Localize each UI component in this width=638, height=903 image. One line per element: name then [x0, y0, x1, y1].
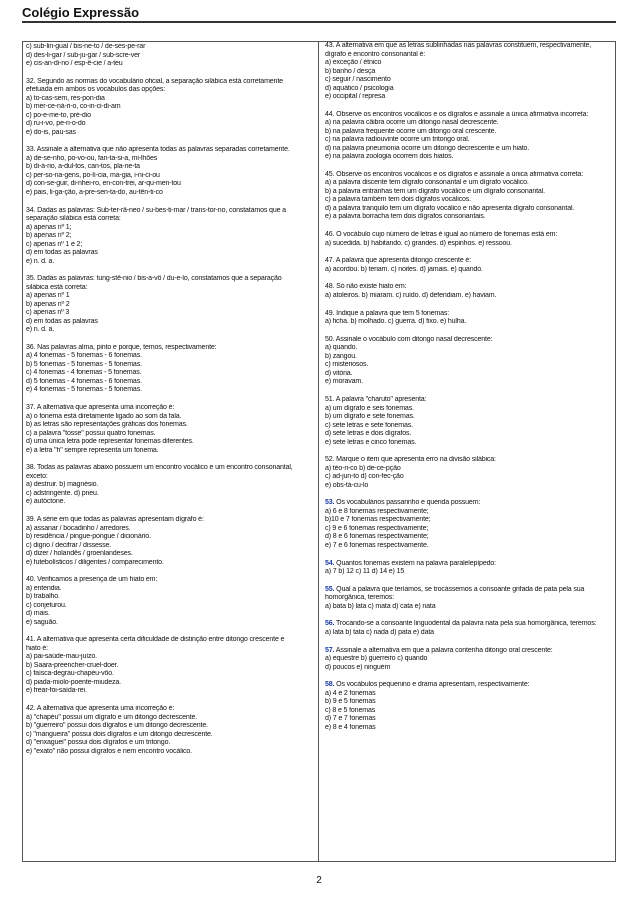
question-number: 57.	[325, 646, 335, 654]
question-text: Qual a palavra que teríamos, se trocássemos a consoante grifada de pata pela sua	[334, 585, 585, 593]
question-text: Assinale a alternativa em que a palavra contenha ditongo oral crescente:	[334, 646, 553, 654]
question-block	[26, 43, 314, 69]
question-block	[325, 257, 613, 274]
question-line: b) zangou.	[325, 352, 357, 360]
question-line: a) entendia.	[26, 584, 62, 592]
question-line: d) "enxaguei" possui dois dígrafos e um tritongo.	[26, 739, 171, 747]
question-line: c) po-e-me-to, pré-dio	[26, 111, 91, 119]
question-stem	[325, 681, 613, 690]
question-line: d) em todas as palavras	[26, 249, 98, 257]
question-stem: 52. Marque o item que apresenta erro na divisão silábica:	[325, 456, 496, 464]
question-line: a) 7 b) 12 c) 11 d) 14 e) 15	[325, 568, 405, 576]
question-block	[26, 207, 314, 267]
question-line: c) per-so-na-gens, po-lí-cia, ma-gia, i-ni-ci-ou	[26, 171, 160, 179]
question-line: e) a palavra borracha tem dois dígrafos consonantais.	[325, 213, 486, 221]
question-line: e) autóctone.	[26, 498, 66, 506]
question-line: b) banho / desça	[325, 67, 376, 75]
question-stem: 50. Assinale o vocábulo com ditongo nasal decrescente:	[325, 335, 493, 343]
question-line: c) sete letras e sete fonemas.	[325, 421, 413, 429]
question-line: d) des-li-gar / sub-ju-gar / sub-scre-ver	[26, 51, 141, 59]
question-line: e) na palavra zoologia ocorrem dois hiatos.	[325, 153, 454, 161]
question-line: e) n. d. a.	[26, 257, 55, 265]
question-line: d) 5 fonemas - 4 fonemas - 6 fonemas.	[26, 377, 142, 385]
question-line: d) a palavra tranquilo tem um dígrafo vocálico e não apresenta dígrafo consonantal.	[325, 204, 575, 212]
question-line: d) mais.	[26, 610, 50, 618]
question-line: d) uma única letra pode representar fonemas diferentes.	[26, 438, 194, 446]
question-line: c) misteriosos.	[325, 361, 369, 369]
question-block	[325, 499, 613, 550]
question-line: hiato é:	[26, 644, 48, 652]
question-line: c) 9 e 6 fonemas respectivamente;	[325, 524, 429, 532]
question-stem: 48. Só não existe hiato em:	[325, 283, 407, 291]
question-line: a) lata b) tata c) nada d) pata e) data	[325, 628, 434, 636]
question-block	[26, 705, 314, 756]
question-line: a) atoleiros. b) miaram. c) ruído. d) defendiam. e) haviam.	[325, 291, 497, 299]
question-line: e) 8 e 4 fonemas	[325, 723, 376, 731]
question-line: e) occipital / represa	[325, 93, 386, 100]
question-line: a) sucedida. b) habitando. c) grandes. d) espinhos. e) ressoou.	[325, 239, 512, 247]
question-block	[325, 396, 613, 447]
question-line: a) to-cas-sem, res-pon-dia	[26, 94, 105, 102]
question-line: d) na palavra pneumonia ocorre um ditongo decrescente e um hiato.	[325, 144, 530, 152]
question-line: b) di-á-rio, a-dul-tos, can-tos, pla-ne-ta	[26, 163, 140, 171]
question-line: separação silábica está correta:	[26, 215, 121, 223]
question-line: d) 8 e 6 fonemas respectivamente;	[325, 533, 429, 541]
question-block	[325, 42, 613, 102]
question-stem: 33. Assinale a alternativa que não apresenta todas as palavras separadas corretamente.	[26, 146, 290, 154]
question-block	[325, 620, 613, 637]
question-line: b) Saara-preencher-cruel-doer.	[26, 661, 119, 669]
question-stem: 43. A alternativa em que as letras sublinhadas nas palavras constituem, respectivamente,	[325, 42, 592, 49]
question-line: e) 4 fonemas - 5 fonemas - 5 fonemas.	[26, 386, 142, 394]
question-line: c) apenas nº 1 e 2;	[26, 240, 83, 248]
question-line: dígrafo e encontro consonantal é:	[325, 50, 426, 58]
question-line: b) apenas nº 2	[26, 300, 70, 308]
question-line: e) saguão.	[26, 618, 58, 626]
question-line: b)10 e 7 fonemas respectivamente;	[325, 516, 431, 524]
question-number: 58.	[325, 681, 335, 689]
question-line: a) assanar / bocadinho / arredores.	[26, 524, 131, 532]
question-stem	[325, 647, 613, 656]
question-line: a) exceção / étnico	[325, 59, 382, 66]
question-number: 56.	[325, 620, 335, 628]
question-block	[26, 404, 314, 455]
question-block	[325, 171, 613, 222]
question-text: Os vocábulos pequenino e drama apresentam, respectivamente:	[334, 681, 530, 689]
question-line: b) residência / pingue-pongue / dicionário.	[26, 533, 151, 540]
question-stem: 45. Observe os encontros vocálicos e os dígrafos e assinale a única afirmativa correta:	[325, 170, 584, 178]
question-line: e) pais, li-ga-ção, a-pre-sen-ta-do, au-tên-ti-co	[26, 188, 163, 196]
question-block	[325, 111, 613, 162]
question-line: c) "mangueira" possui dois dígrafos e um ditongo decrescente.	[26, 730, 213, 738]
question-block	[325, 336, 613, 387]
column-divider	[318, 41, 319, 862]
question-block	[325, 647, 613, 673]
question-line: a) um dígrafo e seis fonemas.	[325, 404, 414, 412]
question-stem: 51. A palavra "charuto" apresenta:	[325, 396, 427, 403]
question-line: a) "chapéu" possui um dígrafo e um ditongo decrescente.	[26, 713, 198, 721]
page-number: 2	[316, 875, 322, 886]
question-stem: 44. Observe os encontros vocálicos e os dígrafos e assinale a única afirmativa incorreta:	[325, 110, 589, 118]
question-line: c) digno / decifrar / dissesse.	[26, 541, 112, 549]
question-block	[26, 78, 314, 138]
question-block	[325, 586, 613, 612]
question-line: e) n. d. a.	[26, 326, 55, 334]
question-stem	[325, 586, 613, 595]
question-line: d) poucos e) ninguém	[325, 663, 391, 671]
question-line: d) aquático / psicologia	[325, 84, 394, 92]
question-text: Trocando-se a consoante linguodental da palavra nata pela sua homorgânica, teremos:	[334, 620, 597, 628]
question-text: Os vocabulários passarinho e querida possuem:	[334, 499, 481, 507]
question-line: homorgânica, teremos:	[325, 594, 394, 602]
question-line: e) frear-foi-saída-rei.	[26, 687, 87, 695]
question-stem: 42. A alternativa que apresenta uma incorreção é:	[26, 705, 175, 713]
question-stem: 36. Nas palavras alma, pinto e porque, temos, respectivamente:	[26, 343, 217, 351]
question-line: a) acordou. b) teriam. c) noites. d) jamais. e) quando.	[325, 265, 483, 273]
question-line: efetuada em ambos os vocábulos das opções:	[26, 86, 166, 94]
question-line: c) conjeturou.	[26, 601, 67, 609]
question-line: b) as letras são representações gráficas dos fonemas.	[26, 421, 188, 429]
question-line: b) apenas nº 2;	[26, 232, 72, 240]
question-line: b) a palavra entranhas tem um dígrafo vocálico e um dígrafo consonantal.	[325, 187, 545, 195]
question-line: a) bata b) lata c) mata d) cata e) nata	[325, 602, 436, 610]
question-stem	[325, 499, 613, 508]
question-stem: 37. A alternativa que apresenta uma incorreção é:	[26, 404, 175, 412]
question-stem: 32. Segundo as normas do vocabulário oficial, a separação silábica está corretamente	[26, 77, 283, 85]
question-line: b) 9 e 5 fonemas	[325, 698, 376, 706]
question-line: c) adstringente. d) pneu.	[26, 489, 99, 497]
question-block	[325, 456, 613, 490]
question-line: a) de-se-nho, po-vo-ou, fan-ta-si-a, mi-lhões	[26, 154, 158, 162]
question-line: e) do-is, pau-sas	[26, 128, 76, 136]
question-stem: 46. O vocábulo cujo número de letras é igual ao número de fonemas está em:	[325, 231, 558, 239]
question-line: e) obs-tá-cu-lo	[325, 481, 369, 489]
question-line: exceto:	[26, 472, 48, 480]
question-line: a) equestre b) guerreiro c) quando	[325, 655, 428, 663]
question-line: c) faísca-degrau-chapéu-vôo.	[26, 670, 114, 678]
question-line: c) a palavra também tem dois dígrafos vocálicos.	[325, 196, 471, 204]
question-stem	[325, 620, 613, 629]
question-line: b) 5 fonemas - 5 fonemas - 5 fonemas.	[26, 360, 142, 368]
question-line: a) na palavra câibra ocorre um ditongo nasal decrescente.	[325, 119, 499, 127]
question-line: c) seguir / nascimento	[325, 76, 391, 83]
question-stem: 34. Dadas as palavras: Sub-ter-râ-neo / su-bes-ti-mar / trans-tor-no, constatamos que a	[26, 206, 286, 214]
question-line: a) téo-ri-co b) de-ce-pção	[325, 464, 401, 472]
question-line: b) na palavra frequente ocorre um ditongo oral crescente.	[325, 127, 497, 135]
question-line: d) dizer / holandês / groenlandeses.	[26, 550, 133, 557]
question-line: c) ad-jun-to d) con-fec-ção	[325, 473, 404, 481]
question-line: d) 7 e 7 fonemas	[325, 715, 376, 723]
question-line: e) "exato" não possui dígrafos e nem encontro vocálico.	[26, 747, 192, 755]
question-block	[325, 283, 613, 300]
question-line: a) o fonema está diretamente ligado ao som da fala.	[26, 412, 182, 420]
question-line: b) um dígrafo e sete fonemas.	[325, 413, 415, 420]
question-block	[325, 310, 613, 327]
question-line: e) futebolísticos / diligentes / comparecimento.	[26, 558, 164, 566]
question-line: c) apenas nº 3	[26, 309, 70, 317]
question-block	[325, 560, 613, 577]
question-line: c) na palavra radiouvinte ocorre um tritongo oral.	[325, 136, 470, 144]
question-line: d) con-se-guir, di-nhei-ro, en-con-trei, ar-qu-men-tou	[26, 180, 181, 188]
question-block	[26, 275, 314, 335]
question-block	[26, 516, 314, 567]
question-block	[26, 576, 314, 627]
question-line: a) 6 e 8 fonemas respectivamente;	[325, 507, 429, 515]
question-line: e) sete letras e cinco fonemas.	[325, 438, 417, 446]
question-block	[325, 681, 613, 732]
school-title: Colégio Expressão	[22, 5, 140, 20]
question-stem: 38. Todas as palavras abaixo possuem um encontro vocálico e um encontro consonantal,	[26, 464, 293, 472]
question-stem: 35. Dadas as palavras: tung-stê-nio / bis-a-vô / du-e-lo, constatamos que a separação	[26, 275, 282, 283]
question-line: d) sete letras e dois dígrafos.	[325, 430, 412, 437]
question-block	[325, 231, 613, 248]
question-line: d) vitória.	[325, 369, 353, 377]
question-line: c) a palavra "tosse" possui quatro fonemas.	[26, 429, 156, 437]
question-line: a) pai-saúde-mau-juízo.	[26, 653, 97, 661]
question-line: d) piada-miolo-poente-miudeza.	[26, 678, 121, 686]
question-line: silábica está correta:	[26, 283, 88, 291]
left-column	[26, 43, 314, 765]
question-line: c) 8 e 5 fonemas	[325, 706, 376, 714]
question-line: e) a letra "h" sempre representa um fonema.	[26, 446, 159, 454]
question-stem: 40. Verificamos a presença de um hiato em:	[26, 576, 158, 584]
question-block	[26, 146, 314, 197]
question-number: 54.	[325, 559, 335, 567]
question-line: e) moravam.	[325, 378, 363, 386]
question-line: a) apenas nº 1;	[26, 223, 72, 231]
question-block	[26, 344, 314, 395]
question-line: b) trabalho.	[26, 593, 60, 601]
question-line: b) "guerreiro" possui dois dígrafos e um ditongo decrescente.	[26, 722, 208, 730]
question-number: 55.	[325, 585, 335, 593]
question-stem: 41. A alternativa que apresenta certa dificuldade de distinção entre ditongo crescente e	[26, 636, 285, 644]
question-line: a) 4 e 2 fonemas	[325, 689, 376, 697]
question-line: c) 4 fonemas - 4 fonemas - 5 fonemas.	[26, 369, 142, 377]
question-stem: 49. Indique a palavra que tem 5 fonemas:	[325, 309, 450, 317]
question-line: e) cis-an-di-no / esp-ê-cie / a-teu	[26, 60, 123, 67]
question-stem: c) sub-lin-gual / bis-ne-to / de-ses-pe-rar	[26, 43, 146, 50]
question-stem	[325, 560, 613, 569]
question-line: b) mer-ce-ná-ri-o, co-in-ci-di-am	[26, 103, 121, 111]
question-line: a) quando.	[325, 344, 358, 352]
question-number: 53.	[325, 499, 335, 507]
question-stem: 47. A palavra que apresenta ditongo crescente é:	[325, 257, 471, 265]
question-text: Quantos fonemas existem na palavra paralelepípedo:	[334, 559, 496, 567]
question-line: a) destruir. b) magnésio.	[26, 481, 99, 489]
right-column	[325, 42, 613, 742]
question-line: a) apenas nº 1	[26, 292, 70, 300]
question-line: a) ficha. b) molhado. c) guerra. d) fixo. e) hulha.	[325, 318, 467, 326]
question-stem: 39. A série em que todas as palavras apresentam dígrafo é:	[26, 516, 204, 523]
question-line: a) 4 fonemas - 5 fonemas - 6 fonemas.	[26, 352, 142, 360]
question-line: d) em todas as palavras	[26, 317, 98, 325]
question-block	[26, 636, 314, 696]
question-line: e) 7 e 6 fonemas respectivamente.	[325, 541, 429, 549]
question-line: d) ru-i-vo, pe-ri-o-do	[26, 120, 86, 128]
header-rule	[22, 21, 616, 23]
question-block	[26, 464, 314, 507]
question-line: a) a palavra discente tem dígrafo consonantal e um dígrafo vocálico.	[325, 179, 529, 187]
